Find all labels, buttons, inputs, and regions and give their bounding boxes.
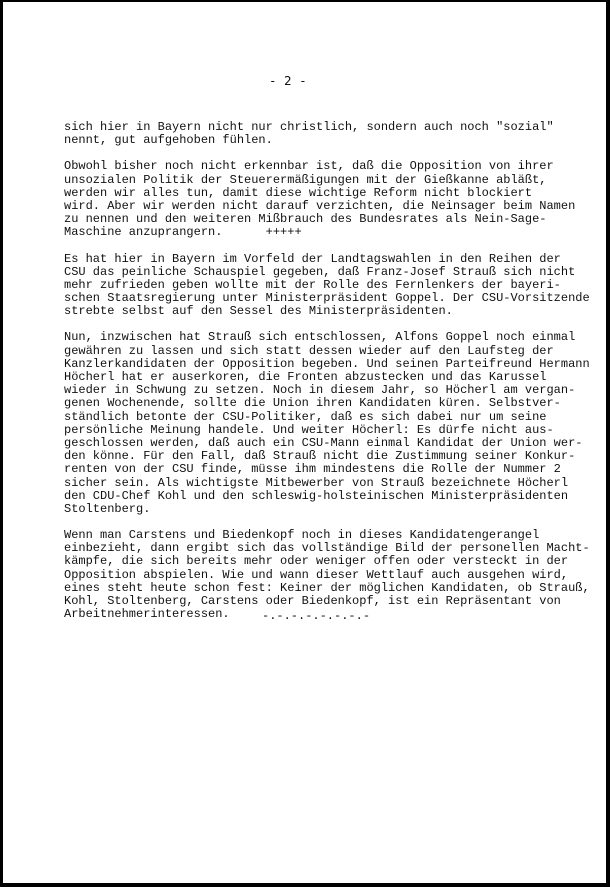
text-line: renten von der CSU finde, müsse ihm mindestens die Rolle der Nummer 2 [64,462,561,477]
text-line: Stoltenberg. [64,501,151,516]
text-line: eines steht heute schon fest: Keiner der möglichen Kandidaten, ob Strauß, [64,580,590,595]
text-line: werden wir alles tun, damit diese wichtige Reform nicht blockiert [64,185,533,200]
text-line: kämpfe, die sich bereits mehr oder weniger offen oder versteckt in der [64,554,569,569]
text-line: mehr zufrieden geben wollte mit der Rolle des Fernlenkers der bayeri- [64,277,561,292]
paragraph [64,121,584,147]
text-line: Opposition abspielen. Wie und wann dieser Wettlauf auch ausgehen wird, [64,567,569,582]
text-line: Wenn man Carstens und Biedenkopf noch in dieses Kandidatengerangel [64,528,540,543]
text-line: Kanzlerkandidaten der Opposition begeben. Und seinen Parteifreund Hermann [64,356,590,371]
text-line: sicher sein. Als wichtigste Mitbewerber von Strauß bezeichnete Höcherl [64,475,569,490]
text-line: Höcherl hat er auserkoren, die Fronten abzustecken und das Karussel [64,370,547,384]
end-separator: -.-.-.-.-.-.-.- [262,609,371,623]
text-line: zu nennen und den weiteren Mißbrauch des Bundesrates als Nein-Sage- [64,212,547,227]
text-line: Arbeitnehmerinteressen. [64,607,230,622]
text-line: den könne. Für den Fall, daß Strauß nicht die Zustimmung seiner Konkur- [64,449,576,464]
text-line: Maschine anzuprangern. +++++ [64,225,302,240]
paragraph [64,251,590,319]
text-line: wird. Aber wir werden nicht darauf verzichten, die Neinsager beim Namen [64,198,576,213]
text-line: unsozialen Politik der Steuerermäßigungen mit der Gießkanne abläßt, [64,172,547,187]
text-line: strebte selbst auf den Sessel des Ministerpräsidenten. [64,304,453,319]
paragraph [64,330,590,516]
text-line: einbezieht, dann ergibt sich das vollständige Bild der personellen Macht- [64,541,590,556]
text-line: genen Wochenende, sollte die Union ihren Kandidaten küren. Selbstver- [64,396,561,411]
text-line: den CDU-Chef Kohl und den schleswig-holsteinischen Ministerpräsidenten [64,488,569,503]
text-line: Nun, inzwischen hat Strauß sich entschlossen, Alfons Goppel noch einmal [64,330,576,345]
paragraph [64,160,584,239]
text-line: Kohl, Stoltenberg, Carstens oder Biedenkopf, ist ein Repräsentant von [64,594,561,608]
text-line: sich hier in Bayern nicht nur christlich, sondern auch noch "sozial" [64,120,554,134]
text-line: nennt, gut aufgehoben fühlen. [64,133,273,148]
text-line: wieder in Schwung zu setzen. Noch in diesem Jahr, so Höcherl am vergan- [64,383,576,398]
text-line: ständlich betonte der CSU-Politiker, daß es sich dabei nur um seine [64,409,547,424]
paragraph [64,528,590,622]
document-body [64,120,590,634]
text-line: CSU das peinliche Schauspiel gegeben, daß Franz-Josef Strauß sich nicht [64,264,576,279]
text-line: gewähren zu lassen und sich statt dessen wieder auf den Laufsteg der [64,343,554,358]
text-line: schen Staatsregierung unter Ministerpräsident Goppel. Der CSU-Vorsitzende [64,291,590,306]
text-line: geschlossen werden, daß auch ein CSU-Mann einmal Kandidat der Union wer- [64,435,583,450]
text-line: persönliche Meinung handele. Und weiter Höcherl: Es dürfe nicht aus- [64,422,554,437]
page-number: - 2 - [269,73,307,88]
text-line: Es hat hier in Bayern im Vorfeld der Landtagswahlen in den Reihen der [64,251,561,266]
text-line: Obwohl bisher noch nicht erkennbar ist, daß die Opposition von ihrer [64,159,554,174]
